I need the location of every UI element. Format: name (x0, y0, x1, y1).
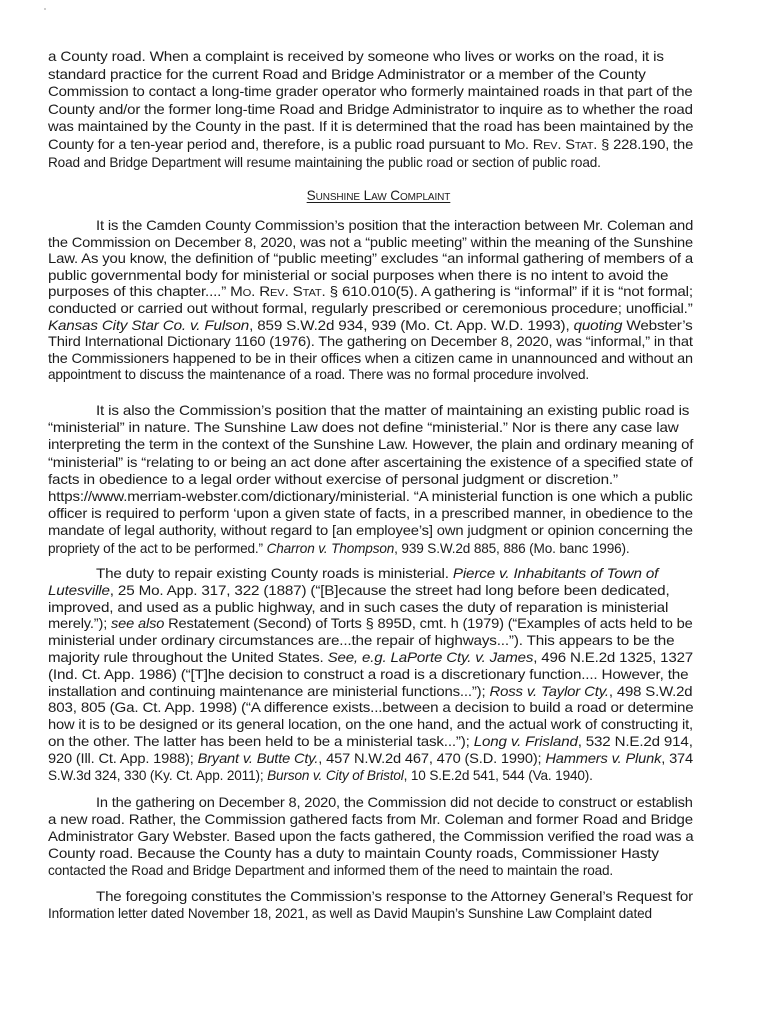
citation-italic: Burson v. City of Bristol (267, 767, 404, 783)
text-line (48, 101, 693, 118)
citation-italic: Lutesville (48, 582, 110, 598)
text-line (48, 48, 664, 65)
text-line (48, 716, 693, 733)
text-segment: merely.”); (48, 616, 112, 632)
text-segment: , 25 Mo. App. 317, 322 (1887) (“[B]ecause the street had long before been dedicated, (109, 582, 670, 598)
text-segment: installation and continuing maintenance are ministerial functions...”); (48, 683, 490, 699)
text-segment: Third International Dictionary 1160 (1976). The gathering on December 8, 2020, was “informal,” in that (48, 334, 693, 350)
text-line (48, 488, 693, 505)
text-segment: , 374 (661, 750, 694, 766)
text-segment: purposes of this chapter....” (48, 284, 231, 300)
text-segment: ministerial under ordinary circumstances are...the repair of highways...”). This appears to be the (48, 633, 675, 649)
text-segment: Information letter dated November 18, 2021, as well as David Maupin’s Sunshine Law Complaint dated (48, 906, 652, 921)
text-segment: “ministerial” is “relating to or being an act done after ascertaining the existence of a specified state of (48, 454, 693, 470)
text-line (48, 366, 589, 383)
text-segment: how it is to be designed or its general location, on the one hand, and the actual work of constructing it, (48, 717, 693, 733)
text-segment: was maintained by the County in the past. If it is determined that the road has been maintained by the (48, 119, 694, 135)
text-segment: It is also the Commission’s position that the matter of maintaining an existing public road is (96, 403, 690, 418)
text-line (48, 845, 659, 862)
text-segment: a new road. Rather, the Commission gathered facts from Mr. Coleman and former Road and Bridge (48, 812, 693, 827)
text-segment: propriety of the act to be performed.” (48, 540, 267, 556)
citation-italic: Hammers v. Plunk (545, 750, 662, 766)
text-line (48, 683, 692, 700)
statute-small-caps: Mo. Rev. Stat. (504, 137, 598, 152)
text-segment: interpreting the term in the context of the Sunshine Law. However, the plain and ordinary meaning of (48, 437, 694, 453)
citation-italic: Bryant v. Butte Cty. (197, 750, 319, 766)
text-line (48, 811, 693, 828)
text-segment: on the other. The latter has been held to be a ministerial task...”); (48, 734, 474, 749)
text-line (48, 666, 688, 683)
section-heading (0, 187, 757, 204)
text-segment: a County road. When a complaint is received by someone who lives or works on the road, it is (48, 49, 664, 64)
text-segment: standard practice for the current Road and Bridge Administrator or a member of the County (48, 66, 646, 82)
text-segment: the Commission on December 8, 2020, was not a “public meeting” within the meaning of the Sunshine (48, 234, 694, 250)
statute-small-caps: Mo. Rev. Stat. (230, 284, 326, 300)
text-line (48, 250, 693, 267)
text-line (96, 217, 693, 234)
text-segment: County and/or the former long-time Road and Bridge Administrator to inquire as to whether the road (48, 101, 693, 117)
text-segment: appointment to discuss the maintenance of a road. There was no formal procedure involved. (48, 367, 590, 383)
text-line (48, 317, 693, 334)
text-segment: 803, 805 (Ga. Ct. App. 1998) (“A difference exists...between a decision to build a road or determine (48, 700, 694, 716)
text-segment: (Ind. Ct. App. 1986) (“[T]he decision to construct a road is a discretionary function.... However, the (48, 666, 689, 682)
text-segment: In the gathering on December 8, 2020, the Commission did not decide to construct or establish (96, 795, 693, 810)
text-segment: , 496 N.E.2d 1325, 1327 (533, 650, 694, 665)
text-line (48, 828, 693, 845)
text-line (48, 540, 630, 557)
text-segment: Administrator Gary Webster. Based upon the facts gathered, the Commission verified the road was a (48, 829, 694, 844)
text-segment: Law. As you know, the definition of “public meeting” excludes “an informal gathering of members of a (48, 251, 693, 267)
text-line (48, 66, 646, 83)
citation-italic: quoting (573, 317, 623, 333)
text-line (96, 565, 658, 582)
citation-italic: See, e.g. LaPorte Cty. v. James (327, 650, 534, 665)
text-line (48, 471, 618, 488)
text-line (48, 350, 693, 367)
text-segment: County for a ten-year period and, therefore, is a public road pursuant to (48, 137, 505, 152)
text-segment: conducted or carried out without formal, regularly prescribed or ceremonious procedure; unofficial.” (48, 301, 693, 316)
text-segment: Commission to contact a long-time grader operator who formerly maintained roads in that part of the (48, 84, 693, 100)
text-line (48, 118, 693, 135)
text-segment: , 498 S.W.2d (608, 683, 693, 699)
text-line (48, 582, 670, 599)
text-line (48, 632, 674, 649)
text-segment: S.W.3d 324, 330 (Ky. Ct. App. 2011); (48, 767, 268, 783)
text-line (96, 888, 693, 905)
text-segment: The duty to repair existing County roads is ministerial. (96, 566, 453, 581)
text-segment: The foregoing constitutes the Commission’s response to the Attorney General’s Request for (96, 889, 693, 904)
citation-italic: Ross v. Taylor Cty. (489, 683, 609, 699)
text-line (48, 436, 693, 453)
text-segment: , 939 S.W.2d 885, 886 (Mo. banc 1996). (394, 540, 630, 556)
text-line (48, 283, 693, 300)
text-segment: It is the Camden County Commission’s position that the interaction between Mr. Coleman and (96, 218, 694, 233)
text-segment: § 228.190, the (597, 137, 694, 152)
text-line (48, 505, 693, 522)
text-line (96, 794, 693, 811)
text-line (48, 750, 693, 767)
text-segment: , 532 N.E.2d 914, (577, 734, 693, 749)
text-segment: the Commissioners happened to be in their offices when a citizen came in unannounced and without an (48, 350, 693, 366)
text-segment: public governmental body for ministerial or social purposes when there is no intent to avoid the (48, 267, 669, 283)
text-line (48, 649, 693, 666)
text-line (96, 402, 689, 419)
text-segment: , 859 S.W.2d 934, 939 (Mo. Ct. App. W.D. 1993), (249, 317, 574, 333)
text-line (48, 267, 668, 284)
text-line (48, 767, 593, 784)
text-segment: , 457 N.W.2d 467, 470 (S.D. 1990); (318, 750, 546, 766)
text-segment: majority rule throughout the United States. (48, 650, 328, 665)
text-line (48, 419, 679, 436)
text-line (48, 522, 693, 539)
text-segment: County road. Because the County has a duty to maintain County roads, Commissioner Hasty (48, 846, 659, 861)
text-segment: facts in obedience to a legal order without exercise of personal judgment or discretion.” (48, 471, 618, 487)
text-line (48, 733, 693, 750)
citation-italic: Pierce v. Inhabitants of Town of (452, 566, 659, 581)
text-line (48, 154, 601, 171)
heading-sunshine-law-complaint: Sunshine Law Complaint (306, 188, 451, 203)
text-segment: https://www.merriam-webster.com/dictionary/ministerial. “A ministerial function is one which a public (48, 489, 693, 504)
text-line (48, 300, 693, 317)
citation-italic: see also (111, 616, 165, 632)
text-line (48, 333, 693, 350)
text-line (48, 454, 693, 471)
text-line (48, 136, 693, 153)
text-line (48, 699, 694, 716)
text-line (48, 862, 613, 879)
text-segment: § 610.010(5). A gathering is “informal” if it is “not formal; (325, 284, 693, 300)
text-line (48, 83, 693, 100)
text-segment: contacted the Road and Bridge Department and informed them of the need to maintain the road. (48, 863, 614, 878)
text-segment: Webster’s (622, 317, 693, 333)
text-line (48, 599, 668, 616)
citation-italic: Long v. Frisland (473, 734, 578, 749)
scan-speck (44, 8, 46, 10)
text-line (48, 905, 652, 922)
citation-italic: Kansas City Star Co. v. Fulson (48, 317, 250, 333)
text-segment: “ministerial” in nature. The Sunshine Law does not define “ministerial.” Nor is there any case law (48, 420, 679, 436)
text-line (48, 234, 693, 251)
text-segment: officer is required to perform ‘upon a given state of facts, in a prescribed manner, in obedience to the (48, 506, 693, 522)
text-segment: mandate of legal authority, without regard to [an employee’s] own judgment or opinion concerning the (48, 523, 693, 539)
citation-italic: Charron v. Thompson (266, 540, 395, 556)
text-segment: improved, and used as a public highway, and in such cases the duty of reparation is ministerial (48, 599, 669, 615)
text-segment: , 10 S.E.2d 541, 544 (Va. 1940). (403, 767, 593, 783)
text-segment: Road and Bridge Department will resume maintaining the public road or section of public road. (48, 154, 601, 170)
text-segment: Restatement (Second) of Torts § 895D, cmt. h (1979) (“Examples of acts held to be (164, 616, 693, 632)
text-segment: 920 (Ill. Ct. App. 1988); (48, 750, 198, 766)
text-line (48, 615, 693, 632)
